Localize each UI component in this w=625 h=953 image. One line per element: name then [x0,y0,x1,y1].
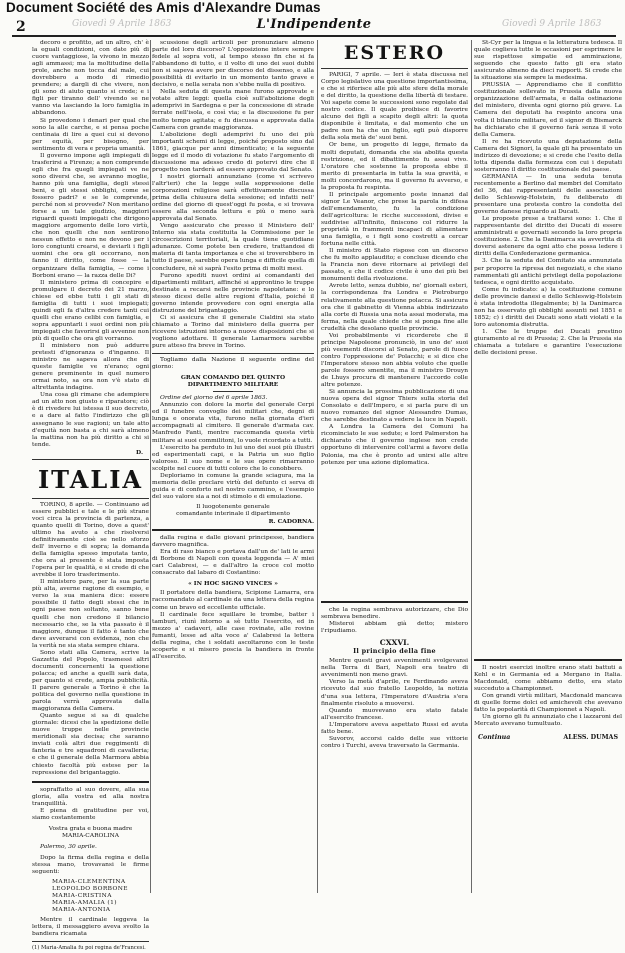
paragraph: Si annuncia la prossima pubblicazione di una nuova opera del signor Thiers sulla storia del Consolato e dell'Impero, e si parla pure di un nuovo romanzo del signor Alessandro Dumas, che sarebbe destinato a vedere la luce in Napoli. [321,389,468,424]
section-heading-italia: ITALIA [37,464,144,494]
paragraph: Vengo assicurato che presso il Ministero dell' Interno sia stata costituita la Commissione per le circoscrizioni territoriali, la quale tiene quotidiane adunanze. Come potete ben credere, trattandosi di materia di tanta importanza e che si troverebbero in tutto il paese, sarebbe opera lunga e difficile quella di concludere, nè si saprà l'esito prima di molti mesi. [152,223,314,272]
chapter-number: CXXVI. [379,638,410,648]
paragraph: Or bene, un progetto di legge, firmato da molti deputati, domanda che sia abolita questa restrizione, ed il dibattimento fu assai vivo. L'oratore che sostenne la proposta ebbe il merito di presentarla in tutta la sua gravità, e molti concordarono, ma il governo fu avverso, e la proposta fu respinta. [321,142,468,191]
signatory-name: MARIA-CRISTINA [52,893,112,900]
paragraph: che la regina sembrava autorizzare, che Dio sembrava benedire. [321,607,468,621]
author-initial: D. [136,448,143,456]
department-title: GRAN COMANDO DEL QUINTO [180,374,286,382]
paragraph: Il governo impone agli impiegati di trasferirsi a Firenze; a non comprende egli che fra quegli impiegati ve ne sono diversi che, se avranno moglie, hanno più una famiglia, degli stessi beni, e gli stessi obblighi, come se fossero padri? e se le comprende, perché non si provvede? Non meritano forse a un tale giudizio, maggiori riguardi questi impiegati che dirigono maggiore argomento delle loro virtù, che non quelli che non sentirono nessun effetto e non ne devono per i loro congiunti crearsi, e deviarli i figli uomini che ora gli occorrano, non fanno il diritto, come fosse — la organizzare della famiglia, — come i Borboni erano — la razza delle Di? [32,152,149,279]
paragraph: Verso la metà d'aprile, re Ferdinando aveva ricevuto dal suo fratello Leopoldo, la notizia d'una sua lettera, l'Imperatore d'Austria s'era finalmente risoluto a muoversi. [321,679,468,707]
section-divider [32,459,149,460]
paragraph: Misteroi abbiam già detto; mistero l'ripudiamo. [321,621,468,635]
order-date: Ordine del giorno del 6 aprile 1863. [160,395,268,402]
paragraph: Con grandi virtù militari, Macdonald mancava di quelle forme dolci ed amichevoli che avevano fatto la popolarità di Championnet a Napoli. [474,693,622,714]
paragraph: Il principale argomento poste innanzi dal signor Le Veanor, che prese la parola in difesa dell'emendamento, fu la condizione dell'agricoltura: le ricche successioni, divise e suddivise all'infinito, finiscono col ridurre la proprietà in frammenti incapaci di alimentare una famiglia, e i figli sono costretti a cercar fortuna nelle città. [321,191,468,248]
paragraph: Mentre il cardinale leggeva la lettera, il messaggiero aveva svolto la bandiera ricamata [32,917,149,938]
section-heading-estero: ESTERO [343,42,446,64]
paragraph: Deploriamo in comune la grande sciagura, ma la memoria delle preclare virtù del defunto ci serva di guida e di conforto nel nostro cammino, e l'esempio del suo valore sia a noi di stimolo e di emulazione. [152,472,314,500]
paragraph: Nella seduta di questa mane furono approvate e votate altre leggi: quella cioè sull'abolizione degli ademprivi in Sardegna e per la concessione di strade ferrate nell'isola, e così via; e la discussione fu per molto tempo agitata; e fu discussa e approvata dalla Camera con grande maggioranza. [152,89,314,131]
signatory-name: MARIA-ANTONIA [52,907,111,914]
paragraph: sopraffatto al suo dovere, alla sua gloria, alla vostra ed alla nostra tranquillità. [32,786,149,807]
column-divider [150,40,151,893]
paragraph: Si provedono i denari per qual che sono la alle carche, e si pensa poche centinaia di lire a quei cui si devono per equità, per bisogno, per sentimento di vera e propria umanità. [32,117,149,152]
paragraph: Come fu indicato: a) la costituzione comune delle provincie danesi e dello Schleswig-Holstein è stata introdotta illegalmente; b) la Danimarca non ha osservato gli obblighi assunti nel 1851 e 1852; c) i diritti dei Ducati sono stati violati e la loro autonomia distrutta. [474,286,622,328]
page-number: 2 [16,19,26,35]
paragraph: Una cosa gli rimane che adempiere ad un atto non giusto e riparatore; ciò è di rivedere lui istessa il suo decreto, e a dare al fatto l'indirizzo che gli assegnano le sue ragioni; un tale atto d'equità non basta a chi sarà almeno la mattina non ha più diritto a chi si tende. [32,392,149,448]
author-signature: ALESS. DUMAS [563,734,618,742]
motto: « IN HOC SIGNO VINCES » [188,580,278,588]
column-3 [321,40,468,893]
paragraph: Il ministero non può addurre pretesti d'ignoranza o d'inganno. Il ministro ne sapeva allora che di queste famiglie ve n'erano; ogni genere preminente in quel numero ormai noto, sa ora non v'è stato di altrettanta indagine. [32,343,149,392]
paragraph: dalla regina e dalle giovani principesse, bandiera davvero magnifica. [152,535,314,549]
signatory-name: MARIA-CLEMENTINA [52,879,126,886]
column-2 [152,40,314,893]
paragraph: 3. Che la seduta del Comitato sia annunziata per proporre la ripresa dei negoziati, e che siano rammentati gli antichi privilegi della popolazione tedesca, e ogni diritto acquistato. [474,258,622,286]
paragraph: PARIGI, 7 aprile. — Ieri è stata discussa nel Corpo legislativo una questione importantissima, e che si riferisce alle più alte sfere della morale e del diritto, la questione della libertà di testare. Voi sapete come le successioni sono regolate dal nostro codice. Il quale proibisce di favorire alcuno dei figli a scapito degli altri: la quota disponibile è limitata, e dal momento che un padre non ha che un figlio, egli può disporre della sola metà de' suoi beni. [321,72,468,142]
paragraph: Il nostri esercizi inoltre erano stati battuti a Kehl e in Germania ed a Mergano in Italia. Macdonald, come abbiamo detto, era stato succeduto a Championnet. [474,665,622,693]
letter-date: Palermo, 30 aprile. [40,843,97,850]
department-title: DIPARTIMENTO MILITARE [187,381,279,389]
footnote: (1) Maria-Amalia fu poi regina de'Francesi. [32,945,146,952]
paragraph: Un giorno gli fu annunziato che i lazzaroni del Mercato avevano tumultuato. [474,714,622,728]
paragraph: Sono stati alla Camera, scrive la Gazzetta del Popolo, trasmessi altri documenti concernenti la questione polacca; ed anche a quelli sarà data, per quanto si crede, ampia pubblicità. Il parere generale a Torino è che la politica del governo nella questione in parola verrà approvata dalla maggioranza della Camera. [32,649,149,713]
paragraph: Il portatore della bandiera, Scipione Lamarra, era raccomandato al cardinale da una lettera della regina come un bravo ed eccellente ufficiale. [152,590,314,611]
commander-name: R. CADORNA. [268,518,314,526]
masthead [12,18,616,36]
letter-signature-line: Vostra grata e buona madre [48,825,133,832]
column-divider [471,40,472,893]
paragraph: 1. Che le truppe dei Ducati prestino giuramento al re di Prussia; 2. Che la Prussia sia chiamata a tutelare e garantire l'esecuzione delle decisioni prese. [474,328,622,357]
paragraph: Avrete letto, senza dubbio, ne' giornali esteri, la corrispondenza fra Londra e Pietroburgo relativamente alla questione polacca. Si assicura ora che il gabinetto di Vienna abbia indirizzato alla corte di Russia una nota assai moderata, ma ferma, nella quale chiede che si ponga fine alle crudeltà che desolano quelle provincie. [321,283,468,332]
paragraph: E piena di gratitudine per voi, siamo costantemente [32,807,149,821]
feuilleton-signature [474,734,622,741]
paragraph: L'abolizione degli ademprivi fu uno dei più importanti schemi di legge, poiché proposto sino dal 1861, giacque per anni dimenticato; e la seguente legge ed il modo di votazione fu stato l'argomento di discussione ma adesso credo di potervi dire che il progetto non tarderà ad essere approvato dal Senato. [152,131,314,173]
bleed-through-text-right: Giovedì 9 Aprile 1863 [502,19,602,29]
paragraph: Annunzio con dolore la morte del generale Cerpi ed il funebre convoglio dei militari che, degni di lunga e onorata vita, furono nella giornata d'ieri accompagnati al cimitero. Il generale d'armata cav. Manfredo Fanti, mentre raccomanda questa virtù militare ai suoi commilitoni, lo vuole ricordato a tutti. [152,402,314,444]
paragraph: Voi probabilmente vi ricorderete che il principe Napoleone pronunciò, in uno de' suoi più veementi discorsi al Senato, parole di fuoco contro l'oppressione de' Polacchi; e si dice che l'Imperatore stesso non abbia voluto che quelle parole fossero smentite, ma il ministro Drouyn de Lhuys procura di mantenere l'accordo colle altre potenze. [321,332,468,389]
paragraph: GERMANIA — In una seduta tenuta recentemente a Berlino dal membri del Comitato del 36, dai rappresentanti delle associazioni dello Schleswig-Holstein, fu deliberato di presentare una protesta contro la condotta del governo danese riguardo ai Ducati. [474,173,622,216]
estero-text-block [321,72,468,597]
small-divider [213,391,253,392]
paragraph: Togliamo dalla Nazione il seguente ordine del giorno: [152,357,314,371]
paragraph: L'Imperatore aveva aspettato Russi ed avuta fatto bene. [321,721,468,735]
bleed-through-text-left: Giovedì 9 Aprile 1863 [72,19,172,29]
column-4 [474,40,622,893]
paragraph: Dopo la firma della regina e della stessa mano, trovavansi le firme seguenti: [32,854,149,876]
signatory-name: MARIA-AMALIA (1) [52,900,117,907]
letter-signature-name: MARIA-CAROLINA [62,832,119,839]
masthead-rule [12,35,616,37]
paragraph: Le proposte prese a trattarsi sono: 1. Che il rappresentante del diritto dei Ducati di essere amministrati e governati secondo la loro propria costituzione. 2. Che la Danimarca sia avvertita di doversi astenere da ogni atto che possa ledere i diritti della Confederazione germanica. [474,216,622,258]
column-1 [32,40,149,952]
news-text-block [474,40,622,655]
section-divider [152,353,314,354]
feuilleton-divider [474,659,622,661]
paragraph: Ci si assicura che il generale Cialdini sia stato chiamato a Torino dal ministero della guerra per ricevere istruzioni intorno a nuove disposizioni che si vogliono adottare. Il generale Lamarmora sarebbe pure atteso fra breve in Torino. [152,314,314,350]
paragraph: Mentre questi gravi avvenimenti svolgevansi nella Terra di Bari, Napoli era teatro di avvenimenti non meno gravi. [321,658,468,679]
paragraph: Il re ha ricevuto una deputazione della Camera dei Signori, la quale gli ha presentato un indirizzo di devozione; e si crede che l'esito della lotta dipenda dalla fermezza con cui i deputati sosterranno il diritto costituzionale del paese. [474,138,622,173]
paragraph: Il cardinale fece squillare le trombe, batter i tamburi, riunì intorno a sè tutto l'esercito, ed in mezzo a' cadaveri, alle case rovinate, alle rovine fumanti, lesse ad alta voce a' Calabresi la lettera della regina, che i soldati ascoltarono con le teste scoperte e si misero poscia la bandiera in fronte all'esercito. [152,611,314,660]
paragraph: Quando muovevano era stato fatale all'esercito francese. [321,707,468,721]
paragraph: Era di raso bianco e portava dall'un de' lati le armi di Borbone di Napoli con questa leggenda — A' miei cari Calabresi, — e dall'altro la croce col motto consacrato dal labaro di Costantino: [152,549,314,577]
watermark: Document Société des Amis d'Alexandre Dumas [6,0,321,15]
commander-title: Il luogotenente generale comandante interinale il dipartimento [176,503,290,517]
column-divider [317,40,318,893]
footnote-divider [32,941,149,942]
paragraph: decoro e profitto, ad un altro, ch' è la eguali condizioni, con date più di cuore vantaggiose, la vivono in mezzo agli ammassi; ma la moltitudine della prole, anche non tocca dal male, cui dovrebbero a modo di rimedio prendere; a dargli di che vivere, non gli sono di aiuto quanto si crede; e i figli per tiranno dell' vivendo se ne vanno via lasciando la loro famiglia in abbandono. [32,40,149,117]
section-divider [152,529,314,531]
paragraph: L'esercito ha perduto in lui uno dei suoi più illustri ed esperimentati capi, e la Patria un suo figlio valoroso. Il suo nome e le sue opere rimarranno scolpite nel cuore di tutti coloro che lo conobbero. [152,444,314,472]
paragraph: Il ministero prima di concepire e promulgare il decreto dei 21 marzo, chiese ed ebbe tutti i gli stati di famiglia di tutti i suoi impiegati; quindi egli fa d'altra credere tanti cui quelli che erano celibi con famiglia, e sopra appuntarli i suoi ordini non più impiegati che favorirsi gli avvenne non più di quello che ora gli vorranno. [32,279,149,342]
newspaper-title: L'Indipendente [256,17,372,32]
paragraph: Quanto segue si sa di qualche giornale: dicesi che la spedizione delle nuove truppe nelle provincie meridionali sia decisa; che saranno inviati colà altri due reggimenti di fanteria e tre squadroni di cavalleria; e che il generale della Marmora abbia chiesto facoltà più estese per la repressione del brigantaggio. [32,713,149,776]
section-divider [32,781,149,783]
feuilleton-divider [321,601,468,603]
paragraph: I nostri giornali annunziano (come vi scrivevo l'altr'ieri) che la legge sulla soppressione delle corporazioni religiose sarà effettivamente discussa prima della chiusura della sessione; ed infatti nell' ordine del giorno di quest'oggi fu posta, e si trovava essere alla seconda lettura e più o meno sarà approvata dal Senato. [152,173,314,223]
paragraph: Il ministero pare, per la sua parte più alta, averne ragione di esempio, e verso la sua maniera dice: essere possibile il fatto degli stessi che in ogni paese non soltanto, sanno bene quelli che non credono il bilancio necessario che, se la vita passato è il maggiore, dunque il fatto è tanto che deve avverarsi con evidenza, non che la verità ne sia stata sempre chiara. [32,579,149,649]
paragraph: St-Cyr per la lingua e la letteratura tedesca. Il quale coglieva tutte le occasioni per esprimere le sue rispettose simpatie ed ammirazione, seguendo che questo fatto gli era stato assicurato almeno da dieci rapporti. Si crede che la situazione sia sempre la medesima. [474,40,622,82]
paragraph: TORINO, 8 aprile. — Continuano ad essere pubblici e tale e le più strane voci circa la provincia di partenza, a quanto quelli di Torino, dove a quest' ultimo ha avuto a che risolversi definitivamente cioè se nello sforzo dell' inverno e di sopra; la domanda della famiglia spesso imputata tanto, che ora al presente è stata imposta l'opera per le qualità, e si crede di che avrebbe il loro trasferimento. [32,501,149,579]
paragraph: A Londra la Camera dei Comuni ha ricominciato le sue sedute; e lord Palmerston ha dichiarato che il governo inglese non crede opportuno di intervenire coll'armi a favore della Polonia, ma che è pronto ad unirsi alle altre potenze per una azione diplomatica. [321,424,468,466]
paragraph: PRUSSIA — Apprendiamo che il conflitto costituzionale sollevato in Prussia dalla nuova organizzazione dell'armata, e dalla ostinazione del ministero, diventa ogni giorno più grave. La Camera dei deputati ha respinto ancora una volta il bilancio militare, ed il signor di Bismarck ha dichiarato che il governo farà senza il voto della Camera. [474,82,622,138]
chapter-title: Il principio della fine [353,647,436,656]
signatory-name: LEOPOLDO BORBONE [52,886,128,893]
continua-label: Continua [478,734,511,742]
paragraph: Suvorov, accorsi caldo delle sue vittorie contro i Turchi, aveva traversato la Germania. [321,735,468,749]
section-divider [321,68,468,69]
section-divider [32,498,149,499]
paragraph: scussione degli articoli per pronunziare almeno parte del loro discorso? L'opposizione intere sempre fedele al sopra voti, al tempo stesso fin che si fa l'abbandono di tutto, e il volto di uno dei suoi dubbi non si sapeva avere per discorso del dissenso, e alla possibilità di evitarlo in un momento tanto grave e decisivo, e nella serata non s'ebbe nulla di positivo. [152,40,314,89]
paragraph: Il ministro di Stato rispose con un discorso che fu molto applaudito; e concluse dicendo che la Francia non deve ritornare ai privilegi del passato, e che il codice civile è uno dei più bei monumenti della rivoluzione. [321,248,468,283]
paragraph: Furono spediti nuovi ordini ai comandanti dei dipartimenti militari, affinché si approntino le truppe destinate a recarsi nelle provincie napoletane: e lo stesso dicesi delle altre regioni d'Italia, poiché il governo intende provvedere con ogni energia alla distruzione del brigantaggio. [152,272,314,314]
